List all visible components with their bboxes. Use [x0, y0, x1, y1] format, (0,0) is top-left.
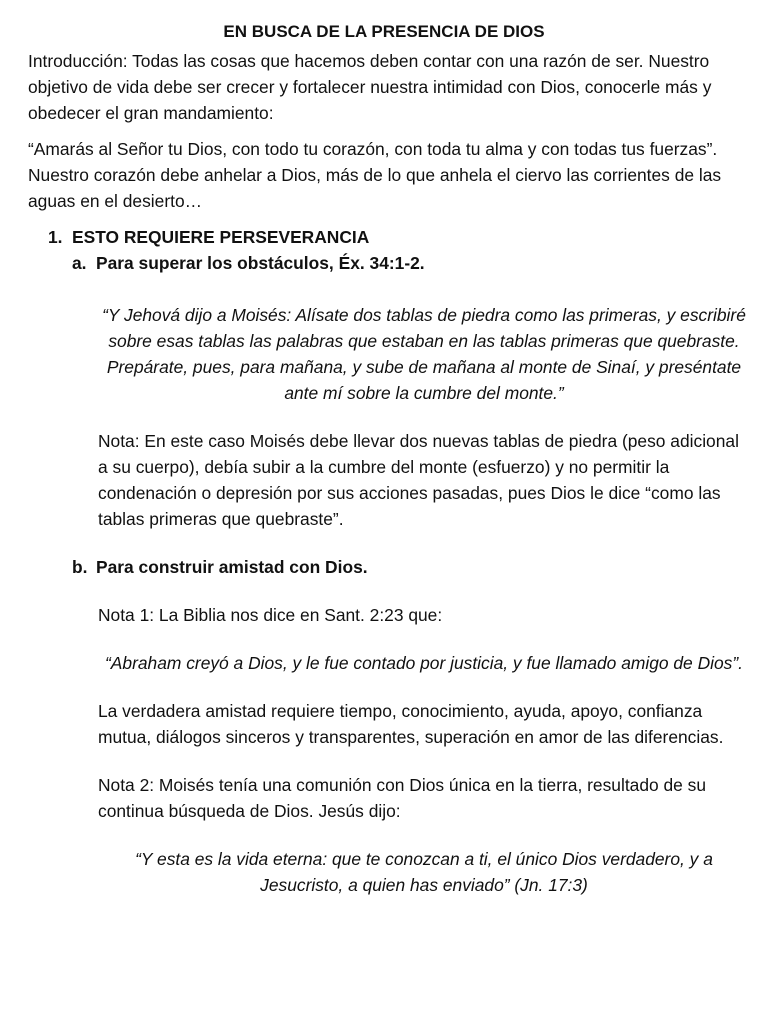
- james-quote: “Abraham creyó a Dios, y le fue contado por justicia, y fue llamado amigo de Dios”.: [105, 653, 743, 673]
- commandment-paragraph: “Amarás al Señor tu Dios, con todo tu corazón, con toda tu alma y con todas tus fuerzas”. Nuestro corazón debe anhelar a Dios, más de lo que anhela el ciervo las corrientes de las aguas en el desierto…: [28, 139, 722, 211]
- john-quote: “Y esta es la vida eterna: que te conozcan a ti, el único Dios verdadero, y a Jesucristo, a quien has enviado” (Jn. 17:3): [135, 849, 713, 895]
- subsection-b-note-1: Nota 1: La Biblia nos dice en Sant. 2:23 que:: [98, 605, 443, 625]
- subsection-b-heading: [72, 554, 768, 580]
- subsection-a-note: Nota: En este caso Moisés debe llevar dos nuevas tablas de piedra (peso adicional a su cuerpo), debía subir a la cumbre del monte (esfuerzo) y no permitir la condenación o depresión por sus acciones pasadas, pues Dios le dice “como las tablas primeras que quebraste”.: [98, 431, 739, 529]
- subsection-b-title: Para construir amistad con Dios.: [96, 557, 368, 577]
- subsection-a-letter: a.: [72, 253, 87, 273]
- section-1-heading: [48, 224, 768, 250]
- document-title: EN BUSCA DE LA PRESENCIA DE DIOS: [223, 22, 545, 41]
- exodus-quote: “Y Jehová dijo a Moisés: Alísate dos tablas de piedra como las primeras, y escribiré sobre esas tablas las palabras que estaban en las tablas primeras que quebraste. Prepárate, pues, para mañana, y sube de mañana al monte de Sinaí, y preséntate ante mí sobre la cumbre del monte.”: [102, 305, 746, 403]
- subsection-b-note-2: Nota 2: Moisés tenía una comunión con Dios única en la tierra, resultado de su continua búsqueda de Dios. Jesús dijo:: [98, 775, 707, 821]
- section-1-number: 1.: [48, 227, 63, 247]
- subsection-a-heading: [72, 250, 768, 276]
- subsection-b-letter: b.: [72, 557, 88, 577]
- section-1-title: ESTO REQUIERE PERSEVERANCIA: [72, 227, 370, 247]
- friendship-paragraph: La verdadera amistad requiere tiempo, conocimiento, ayuda, apoyo, confianza mutua, diálogos sinceros y transparentes, superación en amor de las diferencias.: [98, 701, 724, 747]
- intro-paragraph: Introducción: Todas las cosas que hacemos deben contar con una razón de ser. Nuestro objetivo de vida debe ser crecer y fortalecer nuestra intimidad con Dios, conocerle más y obedecer el gran mandamiento:: [28, 51, 712, 123]
- subsection-a-title: Para superar los obstáculos, Éx. 34:1-2.: [96, 253, 425, 273]
